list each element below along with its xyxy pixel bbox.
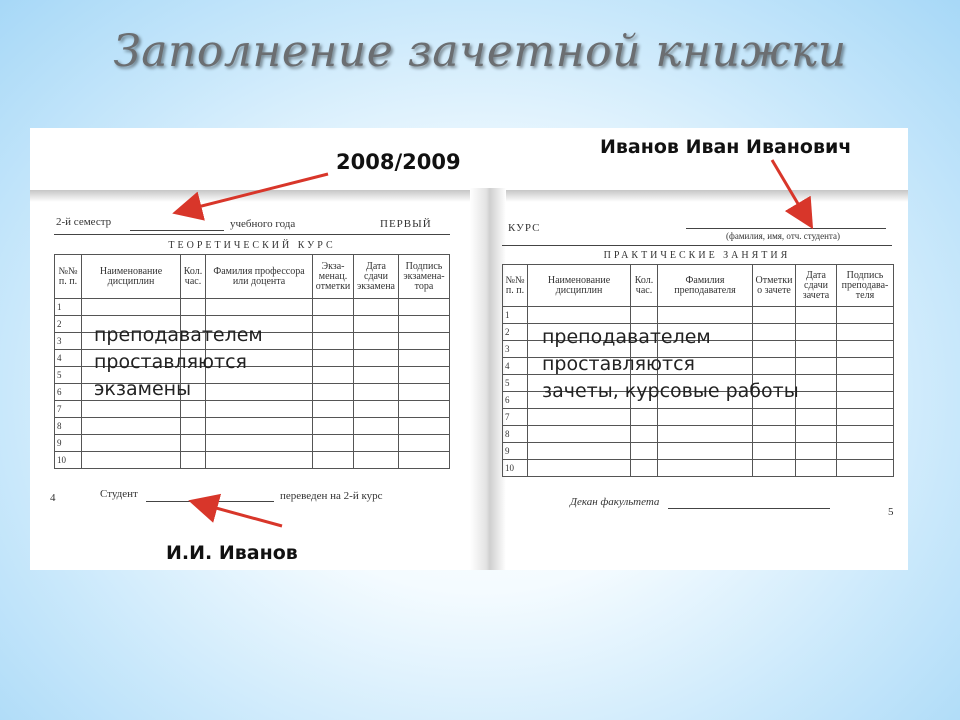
row-number: 3 (55, 333, 82, 350)
row-number: 9 (503, 443, 528, 460)
row-number: 7 (55, 401, 82, 418)
row-number: 5 (503, 375, 528, 392)
student-label: Студент (100, 488, 138, 500)
full-name-annotation: Иванов Иван Иванович (600, 136, 852, 158)
year-suffix-label: учебного года (230, 218, 296, 230)
col-discipline: Наименование дисциплин (528, 265, 631, 307)
col-exam-date: Дата сдачи экзамена (354, 255, 399, 299)
dean-label: Декан факультета (570, 496, 660, 508)
col-discipline: Наименование дисциплин (82, 255, 181, 299)
annotation-arrows (30, 128, 908, 570)
theory-section-title: ТЕОРЕТИЧЕСКИЙ КУРС (168, 240, 336, 251)
row-number: 1 (55, 299, 82, 316)
name-caption: (фамилия, имя, отч. студента) (726, 231, 840, 241)
col-hours: Кол. час. (181, 255, 206, 299)
row-number: 7 (503, 409, 528, 426)
full-name-arrow (772, 160, 810, 224)
semester-label: 2-й семестр (56, 216, 112, 228)
col-number: №№ п. п. (503, 265, 528, 307)
col-credit-mark: Отметки о зачете (753, 265, 796, 307)
col-number: №№ п. п. (55, 255, 82, 299)
row-number: 6 (55, 384, 82, 401)
transfer-label: переведен на 2-й курс (280, 490, 383, 502)
course-label: ПЕРВЫЙ (380, 218, 432, 230)
right-page-number: 5 (888, 506, 894, 518)
record-book-spread (30, 128, 908, 570)
short-name-arrow (194, 502, 282, 526)
row-number: 4 (503, 358, 528, 375)
col-professor: Фамилия профессора или доцента (206, 255, 313, 299)
col-teacher: Фамилия преподавателя (658, 265, 753, 307)
row-number: 2 (55, 316, 82, 333)
row-number: 3 (503, 341, 528, 358)
left-note-line-3: экзамены (94, 378, 192, 400)
slide-title: Заполнение зачетной книжки (113, 26, 847, 77)
col-teacher-signature: Подпись преподава-теля (837, 265, 894, 307)
left-note-line-1: преподавателем (94, 324, 263, 346)
col-credit-date: Дата сдачи зачета (796, 265, 837, 307)
row-number: 10 (55, 452, 82, 469)
col-exam-grade: Экза-менац. отметки (313, 255, 354, 299)
row-number: 8 (503, 426, 528, 443)
left-note-line-2: проставляются (94, 351, 247, 373)
row-number: 9 (55, 435, 82, 452)
row-number: 5 (55, 367, 82, 384)
right-note-line-3: зачеты, курсовые работы (542, 380, 799, 402)
right-note-line-2: проставляются (542, 353, 695, 375)
row-number: 10 (503, 460, 528, 477)
short-name-annotation: И.И. Иванов (166, 542, 298, 564)
year-annotation: 2008/2009 (336, 150, 461, 174)
row-number: 6 (503, 392, 528, 409)
col-hours: Кол. час. (631, 265, 658, 307)
col-examiner-signature: Подпись экзамена-тора (399, 255, 450, 299)
left-page-number: 4 (50, 492, 56, 504)
row-number: 4 (55, 350, 82, 367)
row-number: 2 (503, 324, 528, 341)
right-note-line-1: преподавателем (542, 326, 711, 348)
year-arrow (178, 174, 328, 212)
row-number: 1 (503, 307, 528, 324)
row-number: 8 (55, 418, 82, 435)
practice-section-title: ПРАКТИЧЕСКИЕ ЗАНЯТИЯ (603, 250, 791, 261)
course-prefix-label: КУРС (508, 222, 541, 234)
